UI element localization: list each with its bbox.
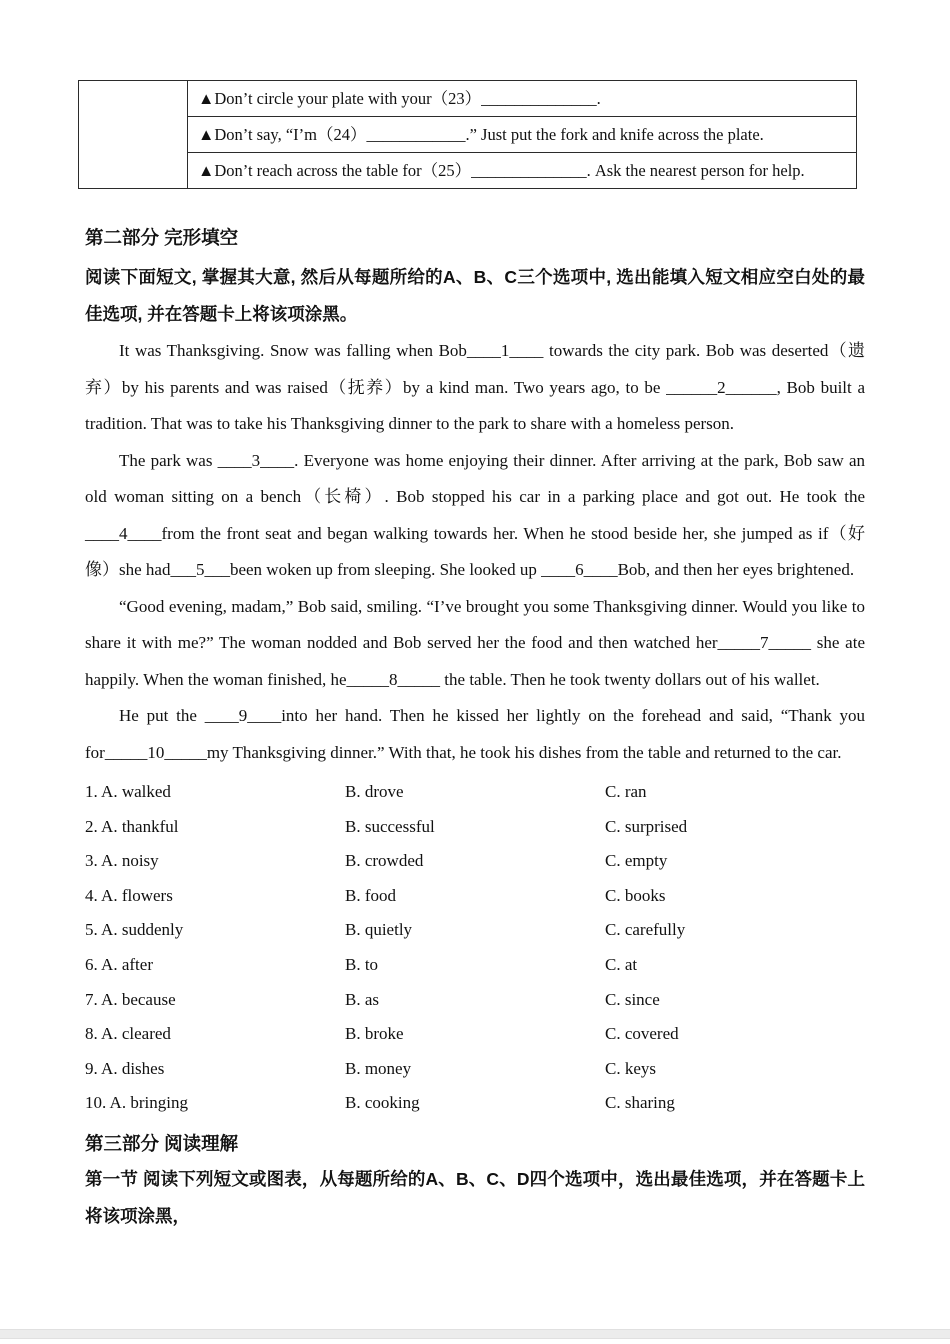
option-row [85,810,865,845]
option-c: C. since [605,989,660,1009]
cloze-paragraph: He put the ____9____into her hand. Then he kissed her lightly on the forehead and said, “Thank you for_____10_____my Thanksgiving dinner.” With that, he took his dishes from the table and returned to the car. [85,706,865,762]
page-break-shadow [0,1329,950,1339]
option-c: C. ran [605,782,647,801]
option-b: B. as [345,989,379,1009]
option-b: B. broke [345,1024,404,1044]
table-rules-column [188,81,856,188]
option-row [85,1086,865,1121]
table-manners-table [78,80,857,189]
option-c: C. sharing [605,1093,675,1113]
option-b: B. drove [345,782,404,801]
option-a: 5. A. suddenly [85,920,184,940]
option-row [85,775,865,810]
option-row [85,1017,865,1052]
option-row [85,844,865,879]
option-a: 6. A. after [85,954,153,974]
cloze-paragraph: It was Thanksgiving. Snow was falling when Bob____1____ towards the city park. Bob was deserted（遗弃）by his parents and was raised（抚养）by a kind man. Two years ago, to be ______2______, Bob built a tradition. That was to take his Thanksgiving dinner to the park to share with a homeless person. [85,341,865,433]
option-c: C. carefully [605,920,686,940]
part2-instructions: 阅读下面短文, 掌握其大意, 然后从每题所给的A、B、C三个选项中, 选出能填入短文相应空白处的最佳选项, 并在答题卡上将该项涂黑。 [85,267,865,324]
option-a: 9. A. dishes [85,1058,165,1078]
option-a: 4. A. flowers [85,885,173,905]
option-c: C. at [605,954,638,974]
cloze-paragraph: The park was ____3____. Everyone was home enjoying their dinner. After arriving at the park, Bob saw an old woman sitting on a bench（长椅）. Bob stopped his car in a parking place and got out. He took the ____4____from the front seat and began walking towards her. When he stood beside her, she jumped as if（好像）she had___5___been woken up from sleeping. She looked up ____6____Bob, and then her eyes brightened. [85,450,865,579]
part3-section1-instructions: 第一节 阅读下列短文或图表，从每题所给的A、B、C、D四个选项中，选出最佳选项，并在答题卡上将该项涂黑， [85,1168,865,1226]
option-c: C. books [605,885,666,905]
option-b: B. food [345,885,396,905]
option-b: B. quietly [345,920,413,940]
option-b: B. to [345,954,379,974]
part2-heading: 第二部分 完形填空 [85,227,239,248]
option-row [85,913,865,948]
option-row [85,879,865,914]
option-a: 3. A. noisy [85,851,159,871]
part3-heading: 第三部分 阅读理解 [85,1132,239,1154]
option-a: 8. A. cleared [85,1024,171,1044]
option-b: B. cooking [345,1093,420,1113]
option-b: B. crowded [345,851,424,871]
cloze-paragraph: “Good evening, madam,” Bob said, smiling. “I’ve brought you some Thanksgiving dinner. Would you like to share it with me?” The woman nodded and Bob served her the food and then watched her_____7_____ she ate happily. When the woman finished, he_____8_____ the table. Then he took twenty dollars out of his wallet. [85,596,865,689]
option-b: B. successful [345,816,435,836]
option-c: C. keys [605,1058,656,1078]
option-row [85,948,865,983]
option-row [85,1052,865,1087]
table-rule-row: ▲Don’t circle your plate with your（23）______________. [188,81,856,117]
option-c: C. covered [605,1024,679,1044]
option-a: 7. A. because [85,989,176,1009]
option-row [85,983,865,1018]
option-c: C. empty [605,851,668,871]
table-left-cell [79,81,188,188]
option-b: B. money [345,1058,412,1078]
option-a: 1. A. walked [85,782,171,801]
option-c: C. surprised [605,816,688,836]
option-a: 10. A. bringing [85,1093,188,1113]
cloze-options-grid [85,775,865,1121]
table-rule-row: ▲Don’t say, “I’m（24）____________.” Just put the fork and knife across the plate. [188,117,856,153]
table-rule-row: ▲Don’t reach across the table for（25）______________. Ask the nearest person for help. [198,160,805,180]
option-a: 2. A. thankful [85,816,179,836]
cloze-passage [85,333,865,771]
